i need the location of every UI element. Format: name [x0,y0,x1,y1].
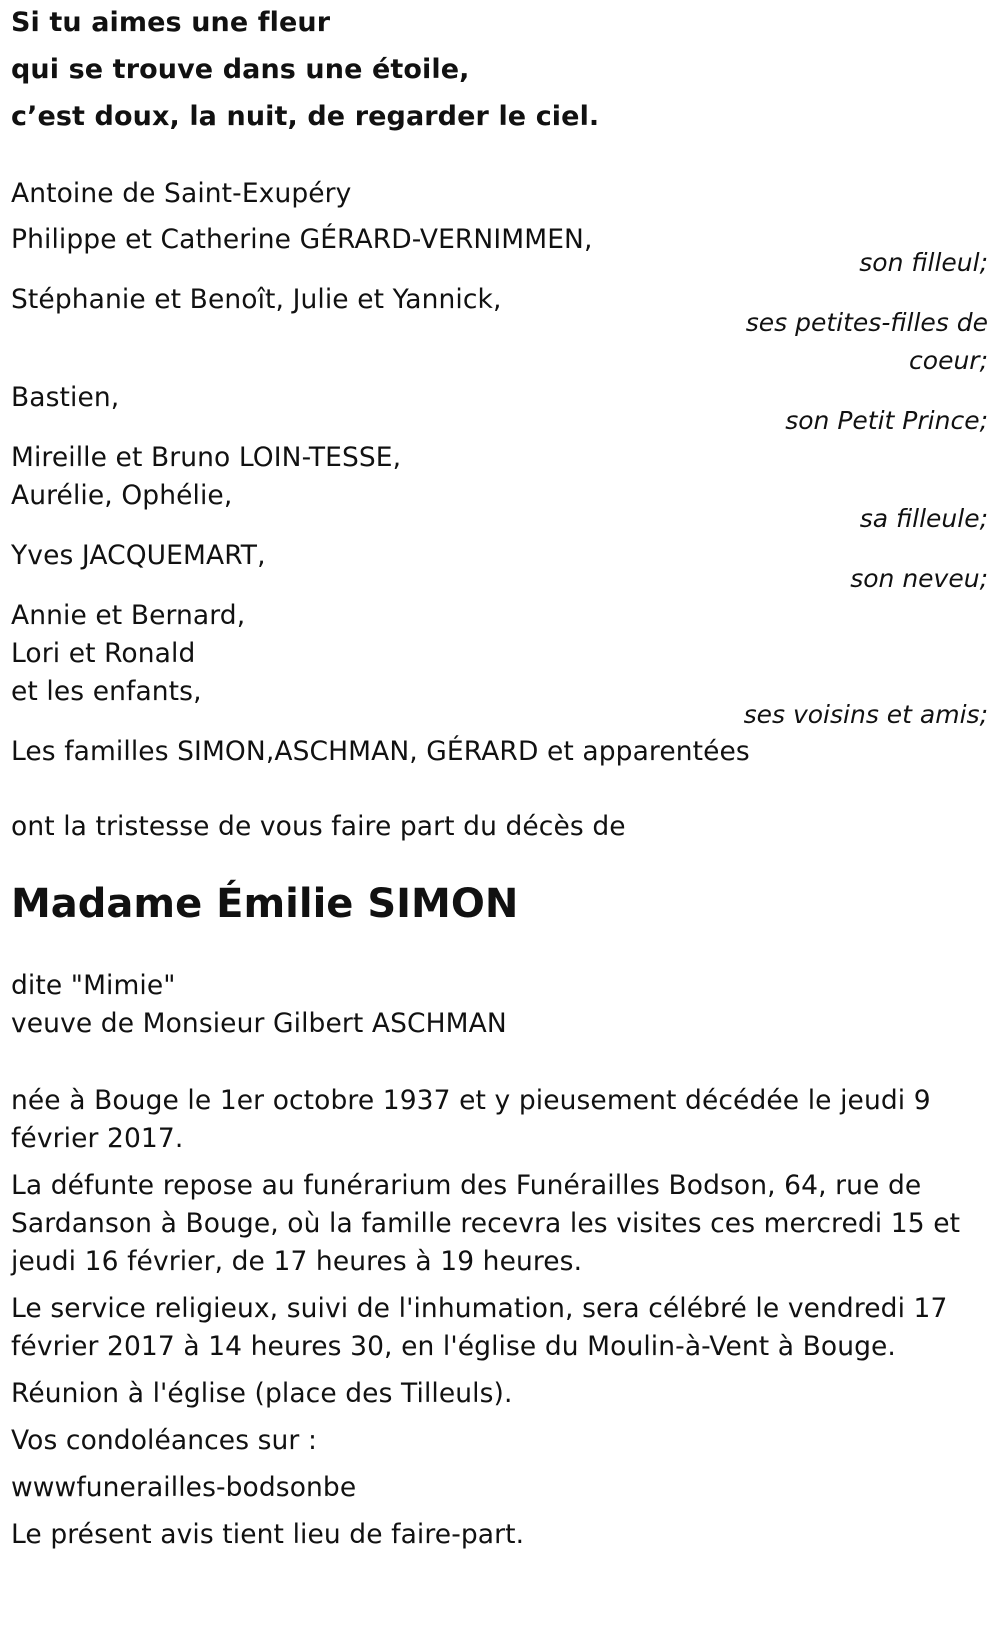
family-names: Stéphanie et Benoît, Julie et Yannick, [11,284,502,315]
family-names: Mireille et Bruno LOIN-TESSE, [11,442,402,473]
deceased-name: Madame Émilie SIMON [11,881,519,927]
birth-death-text: février 2017. [11,1123,184,1154]
condolences-text: Vos condoléances sur : [11,1425,317,1456]
family-names: Bastien, [11,382,120,413]
widow-of: veuve de Monsieur Gilbert ASCHMAN [11,1008,507,1039]
family-relation: coeur; [909,346,988,375]
families-line: Les familles SIMON,ASCHMAN, GÉRARD et apparentées [11,736,750,767]
rest-text: La défunte repose au funérarium des Funérailles Bodson, 64, rue de [11,1170,922,1201]
family-relation: sa filleule; [859,504,988,533]
quote-line-3: c’est doux, la nuit, de regarder le ciel. [11,101,600,132]
service-text: Le service religieux, suivi de l'inhumation, sera célébré le vendredi 17 [11,1293,948,1324]
family-relation: son filleul; [859,248,988,277]
birth-death-text: née à Bouge le 1er octobre 1937 et y pieusement décédée le jeudi 9 [11,1085,931,1116]
family-names: Philippe et Catherine GÉRARD-VERNIMMEN, [11,224,593,255]
quote-line-1: Si tu aimes une fleur [11,7,331,38]
meeting-text: Réunion à l'église (place des Tilleuls). [11,1378,513,1409]
announcement: ont la tristesse de vous faire part du décès de [11,811,626,842]
rest-text: Sardanson à Bouge, où la famille recevra les visites ces mercredi 15 et [11,1208,961,1239]
nickname: dite "Mimie" [11,970,176,1001]
family-names: Lori et Ronald [11,638,196,669]
quote-author: Antoine de Saint-Exupéry [11,178,352,209]
family-relation: ses petites-filles de [745,308,988,337]
family-names: Yves JACQUEMART, [11,540,266,571]
quote-line-2: qui se trouve dans une étoile, [11,54,470,85]
family-relation: son Petit Prince; [785,406,988,435]
notice-text: Le présent avis tient lieu de faire-part. [11,1519,525,1550]
family-names: et les enfants, [11,676,202,707]
website-link[interactable]: wwwfunerailles-bodsonbe [11,1472,357,1503]
family-names: Aurélie, Ophélie, [11,480,233,511]
family-names: Annie et Bernard, [11,600,246,631]
rest-text: jeudi 16 février, de 17 heures à 19 heures. [11,1246,583,1277]
family-relation: son neveu; [850,564,988,593]
service-text: février 2017 à 14 heures 30, en l'église du Moulin-à-Vent à Bouge. [11,1331,896,1362]
family-relation: ses voisins et amis; [743,700,988,729]
